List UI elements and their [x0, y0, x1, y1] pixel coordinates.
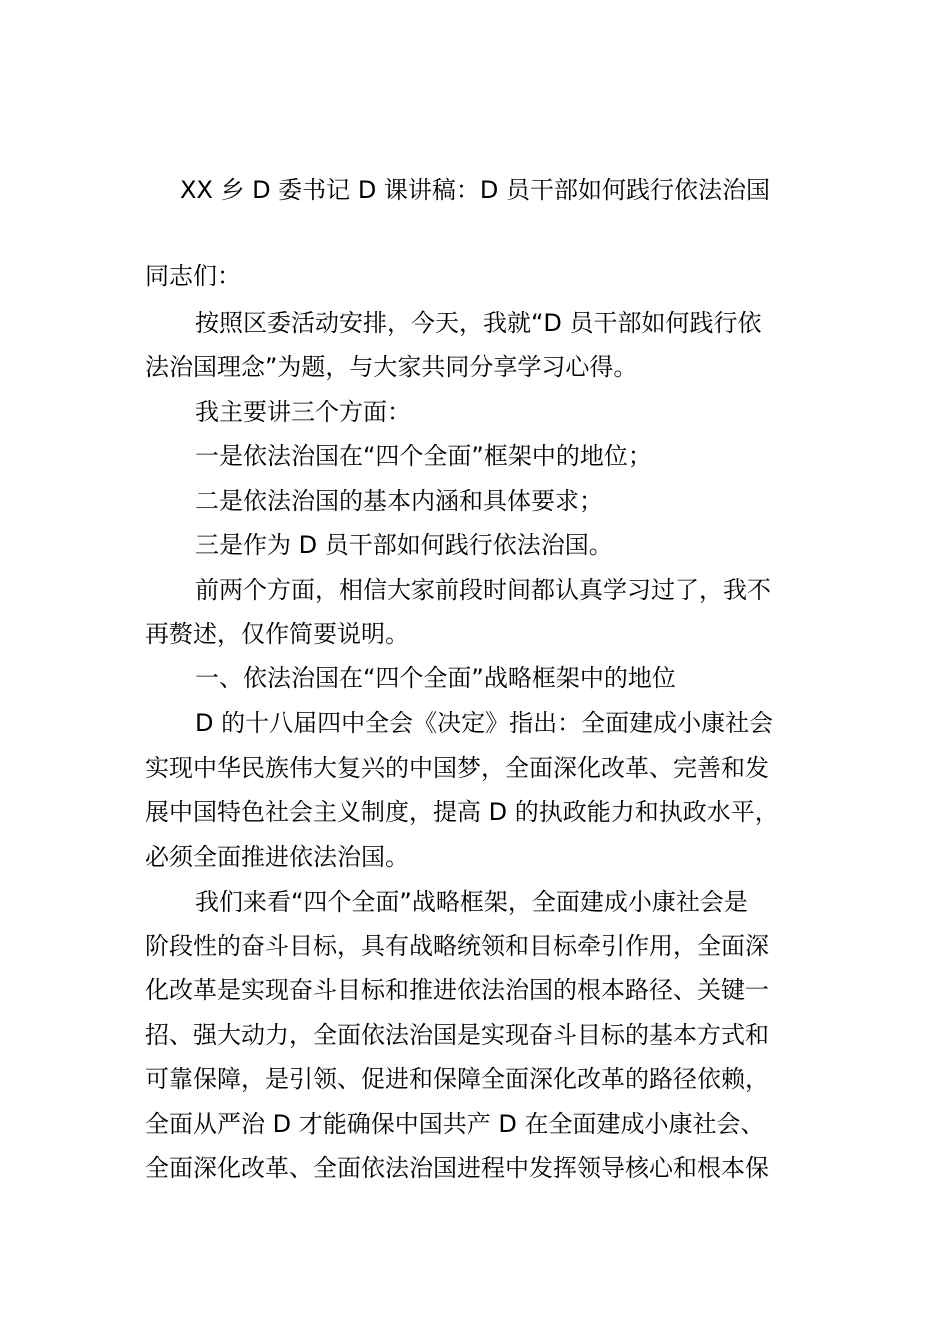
paragraph-line: 招、强大动力，全面依法治国是实现奋斗目标的基本方式和 [145, 1021, 769, 1049]
paragraph-line: 一是依法治国在“四个全面”框架中的地位； [195, 442, 652, 470]
paragraph-line: 展中国特色社会主义制度，提高 D 的执政能力和执政水平， [145, 798, 779, 826]
paragraph-line: 化改革是实现奋斗目标和推进依法治国的根本路径、关键一 [145, 976, 769, 1004]
paragraph-line: 三是作为 D 员干部如何践行依法治国。 [195, 531, 613, 559]
paragraph-line: 再赘述，仅作简要说明。 [145, 620, 409, 648]
paragraph-line: 我主要讲三个方面： [195, 398, 411, 426]
paragraph-line: 法治国理念”为题，与大家共同分享学习心得。 [145, 353, 638, 381]
paragraph-line: 可靠保障，是引领、促进和保障全面深化改革的路径依赖， [145, 1065, 769, 1093]
salutation: 同志们： [145, 262, 241, 290]
paragraph-line: D 的十八届四中全会《决定》指出：全面建成小康社会 [195, 709, 774, 737]
paragraph-line: 全面从严治 D 才能确保中国共产 D 在全面建成小康社会、 [145, 1110, 765, 1138]
paragraph-line: 阶段性的奋斗目标，具有战略统领和目标牵引作用，全面深 [145, 932, 769, 960]
paragraph-line: 二是依法治国的基本内涵和具体要求； [195, 487, 603, 515]
document-title: XX 乡 D 委书记 D 课讲稿：D 员干部如何践行依法治国 [179, 176, 771, 204]
paragraph-line: 实现中华民族伟大复兴的中国梦，全面深化改革、完善和发 [145, 754, 769, 782]
section-heading: 一、依法治国在“四个全面”战略框架中的地位 [195, 664, 676, 692]
paragraph-line: 我们来看“四个全面”战略框架，全面建成小康社会是 [195, 888, 748, 916]
paragraph-line: 前两个方面，相信大家前段时间都认真学习过了，我不 [195, 576, 771, 604]
paragraph-line: 按照区委活动安排，今天，我就“D 员干部如何践行依 [195, 309, 762, 337]
paragraph-line: 全面深化改革、全面依法治国进程中发挥领导核心和根本保 [145, 1154, 769, 1182]
paragraph-line: 必须全面推进依法治国。 [145, 843, 409, 871]
